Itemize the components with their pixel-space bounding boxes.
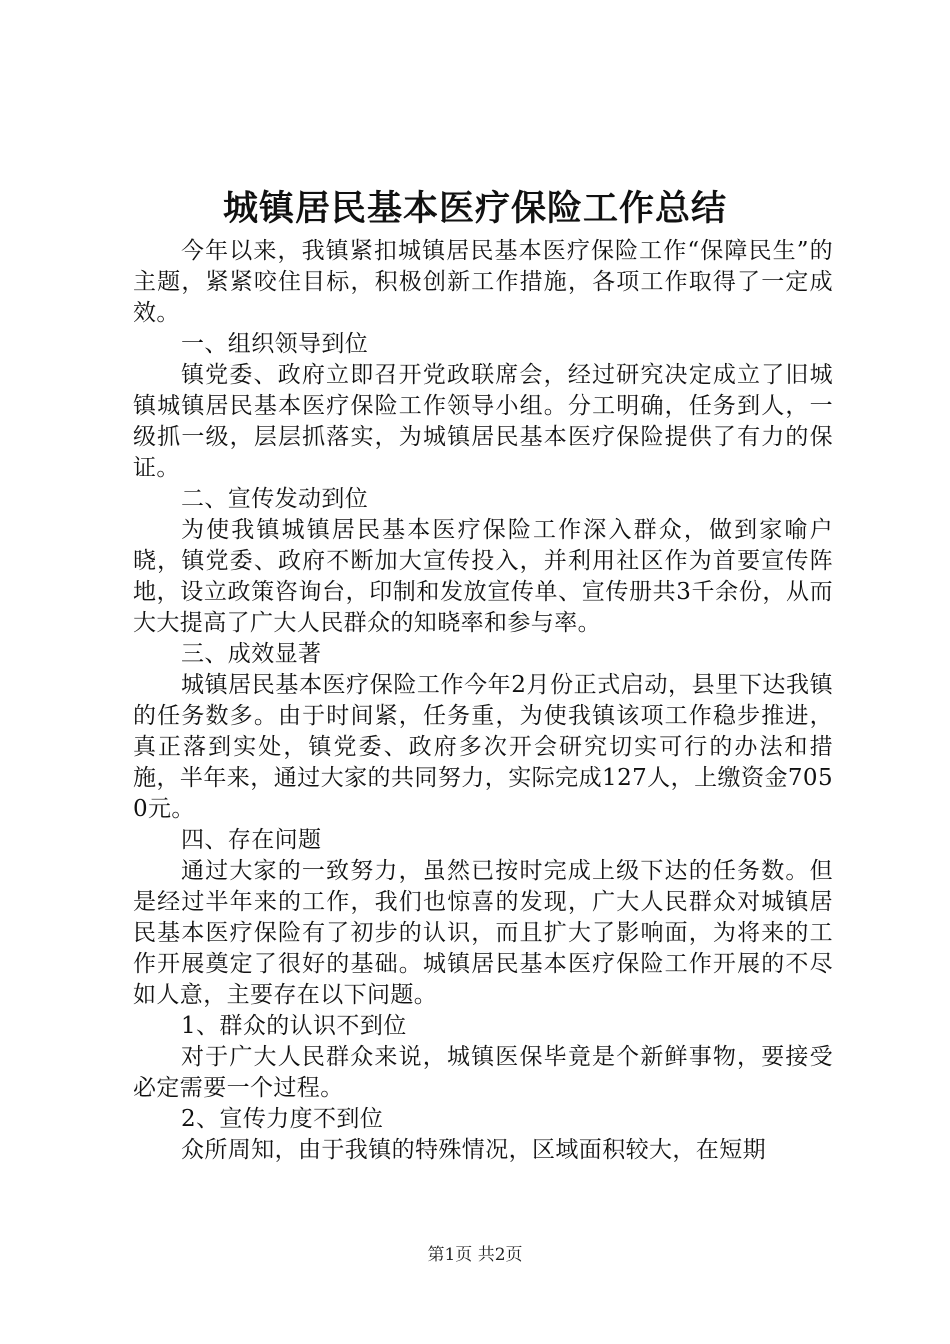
- paragraph-publicity-issue: 众所周知，由于我镇的特殊情况，区域面积较大，在短期: [181, 1137, 766, 1163]
- paragraph-problems: 通过大家的一致努力，虽然已按时完成上级下达的任务数。但是经过半年来的工作，我们也惊喜的发现，广大人民群众对城镇居民基本医疗保险有了初步的认识，而且扩大了影响面，为将来的工作开展奠定了很好的基础。城镇居民基本医疗保险工作开展的不尽如人意，主要存在以下问题。: [133, 858, 833, 1008]
- paragraph-awareness: 对于广大人民群众来说，城镇医保毕竟是个新鲜事物，要接受必定需要一个过程。: [133, 1044, 833, 1101]
- document-title: 城镇居民基本医疗保险工作总结: [222, 188, 727, 229]
- subsection-heading-2: 2、宣传力度不到位: [181, 1106, 384, 1132]
- paragraph-leadership: 镇党委、政府立即召开党政联席会，经过研究决定成立了旧城镇城镇居民基本医疗保险工作领导小组。分工明确，任务到人，一级抓一级，层层抓落实，为城镇居民基本医疗保险提供了有力的保证。: [133, 362, 833, 481]
- paragraph-intro: 今年以来，我镇紧扣城镇居民基本医疗保险工作“保障民生”的主题，紧紧咬住目标，积极创新工作措施，各项工作取得了一定成效。: [133, 238, 833, 326]
- section-heading-4: 四、存在问题: [181, 827, 322, 853]
- page-footer: 第1页 共2页: [427, 1245, 523, 1265]
- section-heading-1: 一、组织领导到位: [181, 331, 369, 357]
- document-body: [133, 236, 833, 1166]
- section-heading-3: 三、成效显著: [181, 641, 322, 667]
- paragraph-results: 城镇居民基本医疗保险工作今年2月份正式启动，县里下达我镇的任务数多。由于时间紧，任务重，为使我镇该项工作稳步推进，真正落到实处，镇党委、政府多次开会研究切实可行的办法和措施，半年来，通过大家的共同努力，实际完成127人，上缴资金7050元。: [133, 672, 833, 822]
- subsection-heading-1: 1、群众的认识不到位: [181, 1013, 407, 1039]
- section-heading-2: 二、宣传发动到位: [181, 486, 369, 512]
- paragraph-publicity: 为使我镇城镇居民基本医疗保险工作深入群众，做到家喻户晓，镇党委、政府不断加大宣传投入，并利用社区作为首要宣传阵地，设立政策咨询台，印制和发放宣传单、宣传册共3千余份，从而大大提高了广大人民群众的知晓率和参与率。: [133, 517, 833, 636]
